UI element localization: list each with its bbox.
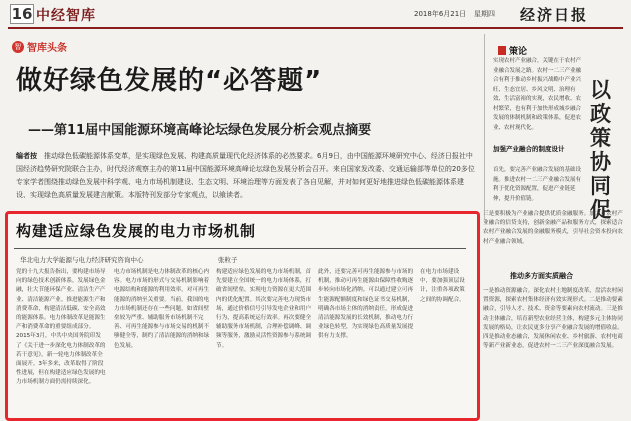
article-column-1: 党的十九大报告指出，要构建市场导向的绿色技术创新体系，发展绿色金融，壮大节能环保产业、清洁生产产业、清洁能源产业。推进能源生产和消费革命，构建清洁低碳、安全高效的能源体系。电力体制改革是能源生产和消费革命的重要组成部分。2015年3月，中共中央国务院印发了《关于进一步深化电力体制改革的若干意见》，新一轮电力体制改革全面展开。3年多来，改革取得了阶段性进展，但在构建适应绿色发展的电力市场机制方面仍需持续深化。 bbox=[16, 269, 106, 386]
article-column-5: 在电力市场建设中，要加强顶层设计，注重各项政策之间的协调配合。 bbox=[420, 269, 465, 303]
policy-tag-label: 策论 bbox=[509, 47, 528, 57]
page-number: 16 bbox=[11, 5, 33, 23]
article-byline: 华北电力大学能源与电力经济研究咨询中心 bbox=[20, 256, 144, 264]
article-column-4: 此外，还要完善可再生能源参与市场的机制，推动可再生能源由保障性收购逐步转向市场化消纳。可以通过建立可再生能源配额制度和绿色证书交易机制，明确各市场主体的消纳责任，形成促进清洁能源发展的长效机制，推动电力行业绿色转型，为实现绿色高质量发展提供有力支撑。 bbox=[318, 269, 414, 340]
article-divider bbox=[14, 248, 466, 249]
section-title: 中经智库 bbox=[36, 8, 96, 24]
right-column-paragraph-1: 三是要积极为产业融合提供优质金融服务。加大对农村产业融合的信贷支持，创新金融产品和服务方式，探索适合农村产业融合发展的金融服务模式，引导社会资本投向农村产业融合领域。 bbox=[483, 211, 623, 245]
editor-note-label: 编者按 bbox=[16, 152, 37, 160]
editor-note bbox=[16, 150, 476, 202]
article-author: 张粒子 bbox=[218, 256, 238, 264]
policy-body: 实现农村产业融合，关键在于农村产业融合发展之路。农村一二三产业融合有利于推动乡村振兴战略中产业兴旺、生态宜居、乡风文明、治理有效、生活富裕的实现，农民增收、农村繁荣，也有利于加快形成城乡融合发展的体制机制和政策体系，促进农业、农村现代化。 bbox=[493, 58, 582, 131]
think-tank-icon: 智 bbox=[12, 41, 24, 53]
policy-tag-marker bbox=[498, 46, 506, 55]
newspaper-masthead: 经济日报 bbox=[520, 6, 589, 24]
main-subheadline: ——第11届中国能源环境高峰论坛绿色发展分析会观点摘要 bbox=[28, 123, 372, 138]
right-column-paragraph-2: 一是推动资源融合。深化农村土地制度改革，盘活农村闲置资源，探索农村集体经济有效实现形式。二是推动要素融合，引导人才、技术、资金等要素向农村流动。三是推动主体融合，培育新型农业经营主体，构建多元主体协同发展的格局，让农民更多分享产业融合发展的增值收益。四是推动业态融合，发展休闲农业、乡村旅游、农村电商等新产业新业态，促进农村一二三产业深度融合发展。 bbox=[483, 288, 623, 350]
article-column-3: 构建适应绿色发展的电力市场机制，首先要建立全国统一的电力市场体系，打破省间壁垒，实现电力资源在更大范围内的优化配置。其次要完善电力现货市场，通过价格信号引导发电企业和用户行为，提高系统运行效率。再次要健全辅助服务市场机制，合理补偿调峰、调频等服务，激励灵活性资源参与系统调节。 bbox=[216, 269, 312, 349]
article-title: 构建适应绿色发展的电力市场机制 bbox=[16, 222, 257, 240]
main-headline: 做好绿色发展的“必答题” bbox=[16, 66, 323, 96]
issue-date: 2018年6月21日 bbox=[414, 10, 467, 18]
editor-note-text: 推动绿色低碳能源体系变革，是实现绿色发展、构建高质量现代化经济体系的必然要求。6月9日，由中国能源环境研究中心、经济日报社中国经济趋势研究院联合主办，时代经济观察主办的第11届中国能源环境高峰论坛绿色发展分析会召开。来自国家发改委、交通运输部等单位的20多位专家学者围绕推动绿色发展中科学观、电力市场机制建设、生态文明、环境治理等方面发表了各自见解，并对如何更好地推进绿色低碳能源体系建设、实现绿色高质量发展建言献策。本版特刊发部分专家观点，以飨读者。 bbox=[16, 152, 475, 199]
column-tag bbox=[12, 39, 67, 54]
column-tag-label: 智库头条 bbox=[27, 43, 67, 54]
header-divider bbox=[8, 27, 623, 29]
article-column-2: 电力市场机制是电力体制改革的核心内容。电力市场的形式与交易机制影响着电源结构和能源的利用效率，对可再生能源的消纳至关重要。当前，我国的电力市场机制还存在一些问题，如省间壁垒较为严重、辅助服务市场机制不完善、可再生能源参与市场交易的机制不够健全等，制约了清洁能源的消纳和绿色发展。 bbox=[114, 269, 210, 349]
right-column-subheading: 推动多方面实质融合 bbox=[510, 272, 573, 280]
policy-tag bbox=[498, 44, 527, 57]
policy-body-2: 首先，要完善产业融合发展的基础设施。推进农村一二三产业融合发展有利于优化资源配置，促进产业链延伸，提升价值链。 bbox=[493, 167, 582, 202]
issue-weekday: 星期四 bbox=[474, 10, 495, 18]
policy-subheading: 加强产业融合的制度设计 bbox=[493, 145, 565, 153]
policy-headline: 以政策协同促 bbox=[590, 77, 611, 222]
